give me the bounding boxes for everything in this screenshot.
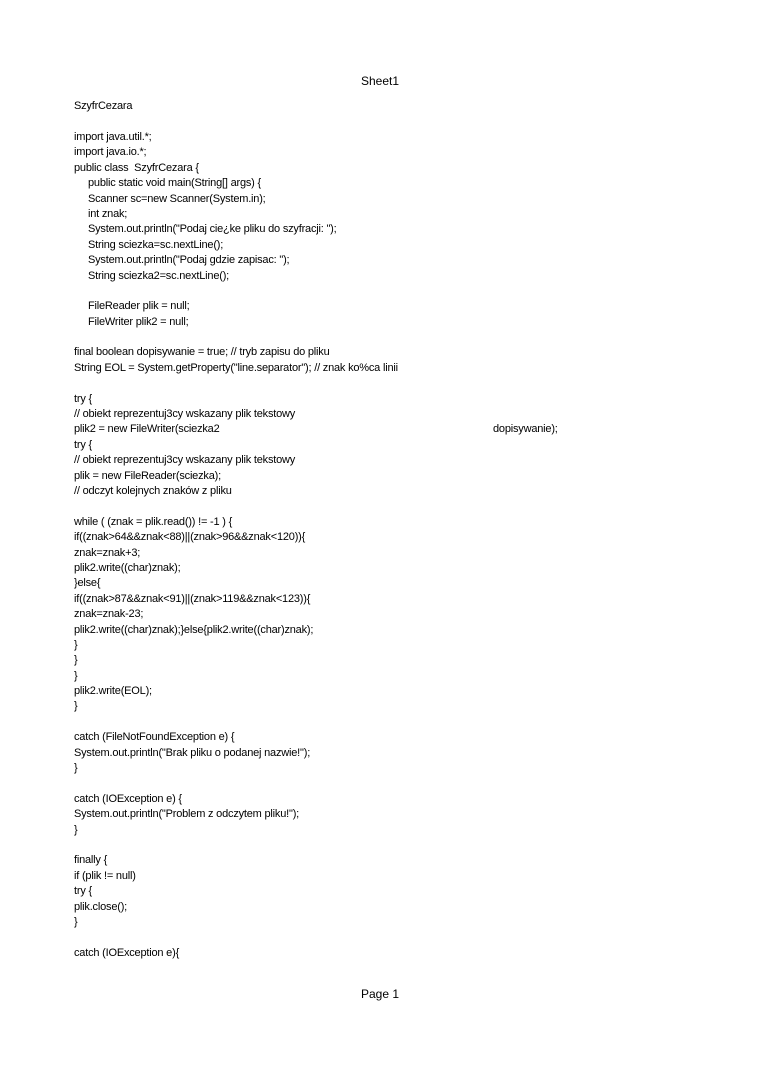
code-line-text: znak=znak+3;: [74, 546, 141, 559]
code-line-text: }: [74, 823, 78, 836]
code-line: [74, 453, 714, 468]
code-line: [74, 838, 714, 853]
code-line: [74, 130, 714, 145]
document-title: SzyfrCezara: [74, 100, 133, 112]
code-line: [74, 823, 714, 838]
code-line-text: System.out.println("Podaj gdzie zapisac: ");: [88, 254, 290, 267]
code-line-text: // obiekt reprezentuj3cy wskazany plik tekstowy: [74, 454, 296, 467]
code-line-text: catch (FileNotFoundException e) {: [74, 731, 235, 744]
code-line-text: }else{: [74, 577, 101, 590]
code-line: [74, 592, 714, 607]
code-line-text: }: [74, 700, 78, 713]
code-line: [74, 561, 714, 576]
code-line: [74, 376, 714, 391]
code-line: [74, 653, 714, 668]
code-line: [74, 192, 714, 207]
code-line: [74, 345, 714, 360]
code-line: [74, 484, 714, 499]
code-line: [74, 392, 714, 407]
code-line: [74, 438, 714, 453]
code-line: [74, 669, 714, 684]
code-line: [74, 623, 714, 638]
code-line-text: try {: [74, 392, 92, 405]
code-line: [74, 684, 714, 699]
code-line-text: plik2.write((char)znak);: [74, 561, 181, 574]
code-line: [74, 176, 714, 191]
sheet-header: Sheet1: [360, 74, 400, 88]
code-line-text: String sciezka2=sc.nextLine();: [88, 269, 230, 282]
page-footer: Page 1: [360, 987, 400, 1001]
code-line-text: if (plik != null): [74, 869, 136, 882]
code-line-right-cell: dopisywanie);: [493, 423, 558, 436]
code-line: [74, 546, 714, 561]
code-line-text: catch (IOException e) {: [74, 792, 182, 805]
code-line-text: FileWriter plik2 = null;: [88, 315, 189, 328]
code-line: [74, 407, 714, 422]
code-line-text: // obiekt reprezentuj3cy wskazany plik tekstowy: [74, 408, 296, 421]
code-line-text: int znak;: [88, 207, 128, 220]
code-line: [74, 699, 714, 714]
code-line-text: public class SzyfrCezara {: [74, 161, 199, 174]
code-line: [74, 576, 714, 591]
code-line-text: System.out.println("Podaj cie¿ke pliku do szyfracji: ");: [88, 223, 337, 236]
code-line-text: String EOL = System.getProperty("line.separator"); // znak ko%ca linii: [74, 361, 398, 374]
code-line: [74, 330, 714, 345]
code-line: [74, 469, 714, 484]
code-line: [74, 730, 714, 745]
code-line-text: while ( (znak = plik.read()) != -1 ) {: [74, 515, 233, 528]
code-line: [74, 269, 714, 284]
code-line: [74, 915, 714, 930]
code-line-text: }: [74, 638, 78, 651]
code-line-text: plik2.write((char)znak);}else{plik2.write((char)znak);: [74, 623, 314, 636]
code-line: [74, 900, 714, 915]
code-line-text: try {: [74, 885, 92, 898]
code-line-text: final boolean dopisywanie = true; // tryb zapisu do pliku: [74, 346, 330, 359]
code-line-text: plik.close();: [74, 900, 128, 913]
code-line: [74, 607, 714, 622]
code-line: [74, 530, 714, 545]
code-line-text: finally {: [74, 854, 108, 867]
code-line-text: znak=znak-23;: [74, 608, 144, 621]
code-line: [74, 361, 714, 376]
code-line-text: String sciezka=sc.nextLine();: [88, 238, 224, 251]
code-line-text: plik2 = new FileWriter(sciezka2: [74, 423, 220, 436]
code-line: [74, 884, 714, 899]
code-line-text: catch (IOException e){: [74, 946, 180, 959]
code-line: [74, 853, 714, 868]
code-line-text: System.out.println("Brak pliku o podanej nazwie!");: [74, 746, 311, 759]
code-line-text: try {: [74, 438, 92, 451]
code-line: [74, 207, 714, 222]
code-line: [74, 946, 714, 961]
code-line-text: FileReader plik = null;: [88, 300, 190, 313]
code-line: [74, 869, 714, 884]
code-line-text: System.out.println("Problem z odczytem pliku!");: [74, 808, 300, 821]
code-line: [74, 638, 714, 653]
code-line: [74, 499, 714, 514]
code-block: [74, 130, 714, 961]
code-line-text: }: [74, 915, 78, 928]
code-line-text: // odczyt kolejnych znaków z pliku: [74, 484, 232, 497]
code-line: [74, 253, 714, 268]
code-line-text: public static void main(String[] args) {: [88, 177, 261, 190]
code-line: [74, 315, 714, 330]
code-line: [74, 715, 714, 730]
code-line: [74, 515, 714, 530]
code-line: [74, 284, 714, 299]
code-line-text: Scanner sc=new Scanner(System.in);: [88, 192, 266, 205]
code-line-text: plik = new FileReader(sciezka);: [74, 469, 221, 482]
code-line: [74, 145, 714, 160]
code-line: [74, 299, 714, 314]
code-line-text: }: [74, 669, 78, 682]
code-line-text: plik2.write(EOL);: [74, 685, 152, 698]
code-line-text: import java.util.*;: [74, 131, 152, 143]
code-line-text: }: [74, 762, 78, 775]
code-line: [74, 422, 714, 437]
code-line: [74, 238, 714, 253]
code-line-text: if((znak>64&&znak<88)||(znak>96&&znak<120)){: [74, 531, 306, 544]
code-line: [74, 792, 714, 807]
code-line-text: import java.io.*;: [74, 146, 147, 159]
code-line: [74, 761, 714, 776]
code-line: [74, 776, 714, 791]
code-line: [74, 161, 714, 176]
code-line: [74, 222, 714, 237]
code-line: [74, 807, 714, 822]
code-line-text: }: [74, 654, 78, 667]
code-line: [74, 930, 714, 945]
code-line-text: if((znak>87&&znak<91)||(znak>119&&znak<123)){: [74, 592, 311, 605]
code-line: [74, 746, 714, 761]
